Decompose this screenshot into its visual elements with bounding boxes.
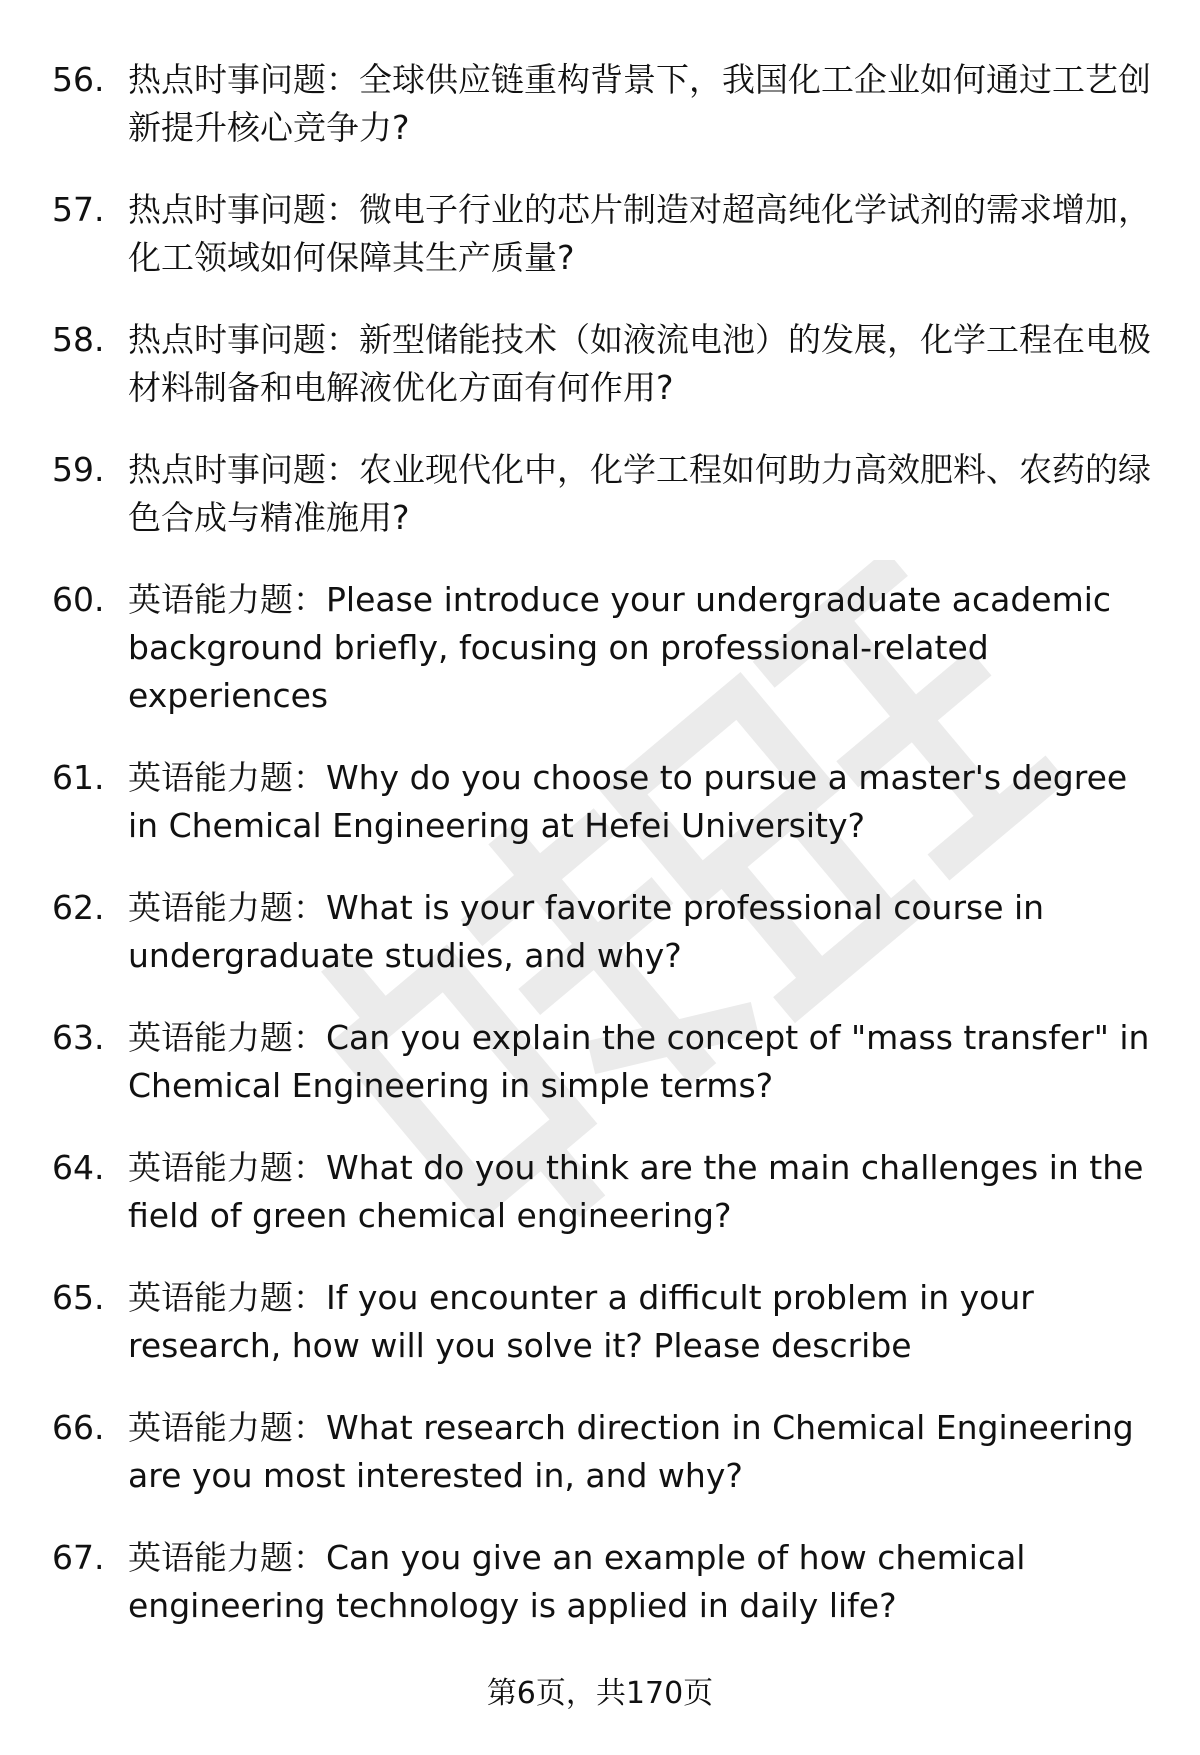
question-text: 英语能力题：Why do you choose to pursue a master's degree in Chemical Engineering at Hefei University? (128, 758, 1128, 845)
question-text: 英语能力题：If you encounter a difficult problem in your research, how will you solve it? Please describe (128, 1278, 1034, 1365)
question-text: 英语能力题：What do you think are the main challenges in the field of green chemical engineering? (128, 1148, 1144, 1235)
question-item (0, 1274, 1200, 1370)
page-number-footer: 第6页，共170页 (486, 1676, 714, 1711)
question-number: 61. (52, 758, 105, 797)
question-text: 英语能力题：Can you give an example of how chemical engineering technology is applied in daily life? (128, 1538, 1026, 1625)
question-number: 56. (52, 60, 105, 99)
question-text: 热点时事问题：微电子行业的芯片制造对超高纯化学试剂的需求增加，化工领域如何保障其生产质量? (128, 190, 1151, 277)
question-item (0, 1404, 1200, 1500)
question-text: 热点时事问题：全球供应链重构背景下，我国化工企业如何通过工艺创新提升核心竞争力? (128, 60, 1151, 147)
question-text: 英语能力题：What is your favorite professional course in undergraduate studies, and why? (128, 888, 1045, 975)
question-number: 64. (52, 1148, 105, 1187)
question-item (0, 1144, 1200, 1240)
question-list (0, 56, 1200, 1664)
question-text: 英语能力题：Please introduce your undergraduate academic background briefly, focusing on professional-related experiences (128, 580, 1112, 715)
question-text: 热点时事问题：农业现代化中，化学工程如何助力高效肥料、农药的绿色合成与精准施用? (128, 450, 1151, 537)
question-text: 热点时事问题：新型储能技术（如液流电池）的发展，化学工程在电极材料制备和电解液优化方面有何作用? (128, 320, 1151, 407)
question-item (0, 754, 1200, 850)
question-item (0, 186, 1200, 282)
question-number: 63. (52, 1018, 105, 1057)
question-number: 67. (52, 1538, 105, 1577)
question-item (0, 1014, 1200, 1110)
question-number: 58. (52, 320, 105, 359)
question-item (0, 446, 1200, 542)
question-text: 英语能力题：What research direction in Chemical Engineering are you most interested in, and why? (128, 1408, 1134, 1495)
question-item (0, 884, 1200, 980)
question-number: 59. (52, 450, 105, 489)
question-number: 65. (52, 1278, 105, 1317)
question-item (0, 1534, 1200, 1630)
question-text: 英语能力题：Can you explain the concept of "mass transfer" in Chemical Engineering in simple terms? (128, 1018, 1150, 1105)
question-number: 62. (52, 888, 105, 927)
question-item (0, 316, 1200, 412)
question-number: 66. (52, 1408, 105, 1447)
question-item (0, 576, 1200, 720)
question-number: 57. (52, 190, 105, 229)
question-item (0, 56, 1200, 152)
question-number: 60. (52, 580, 105, 619)
